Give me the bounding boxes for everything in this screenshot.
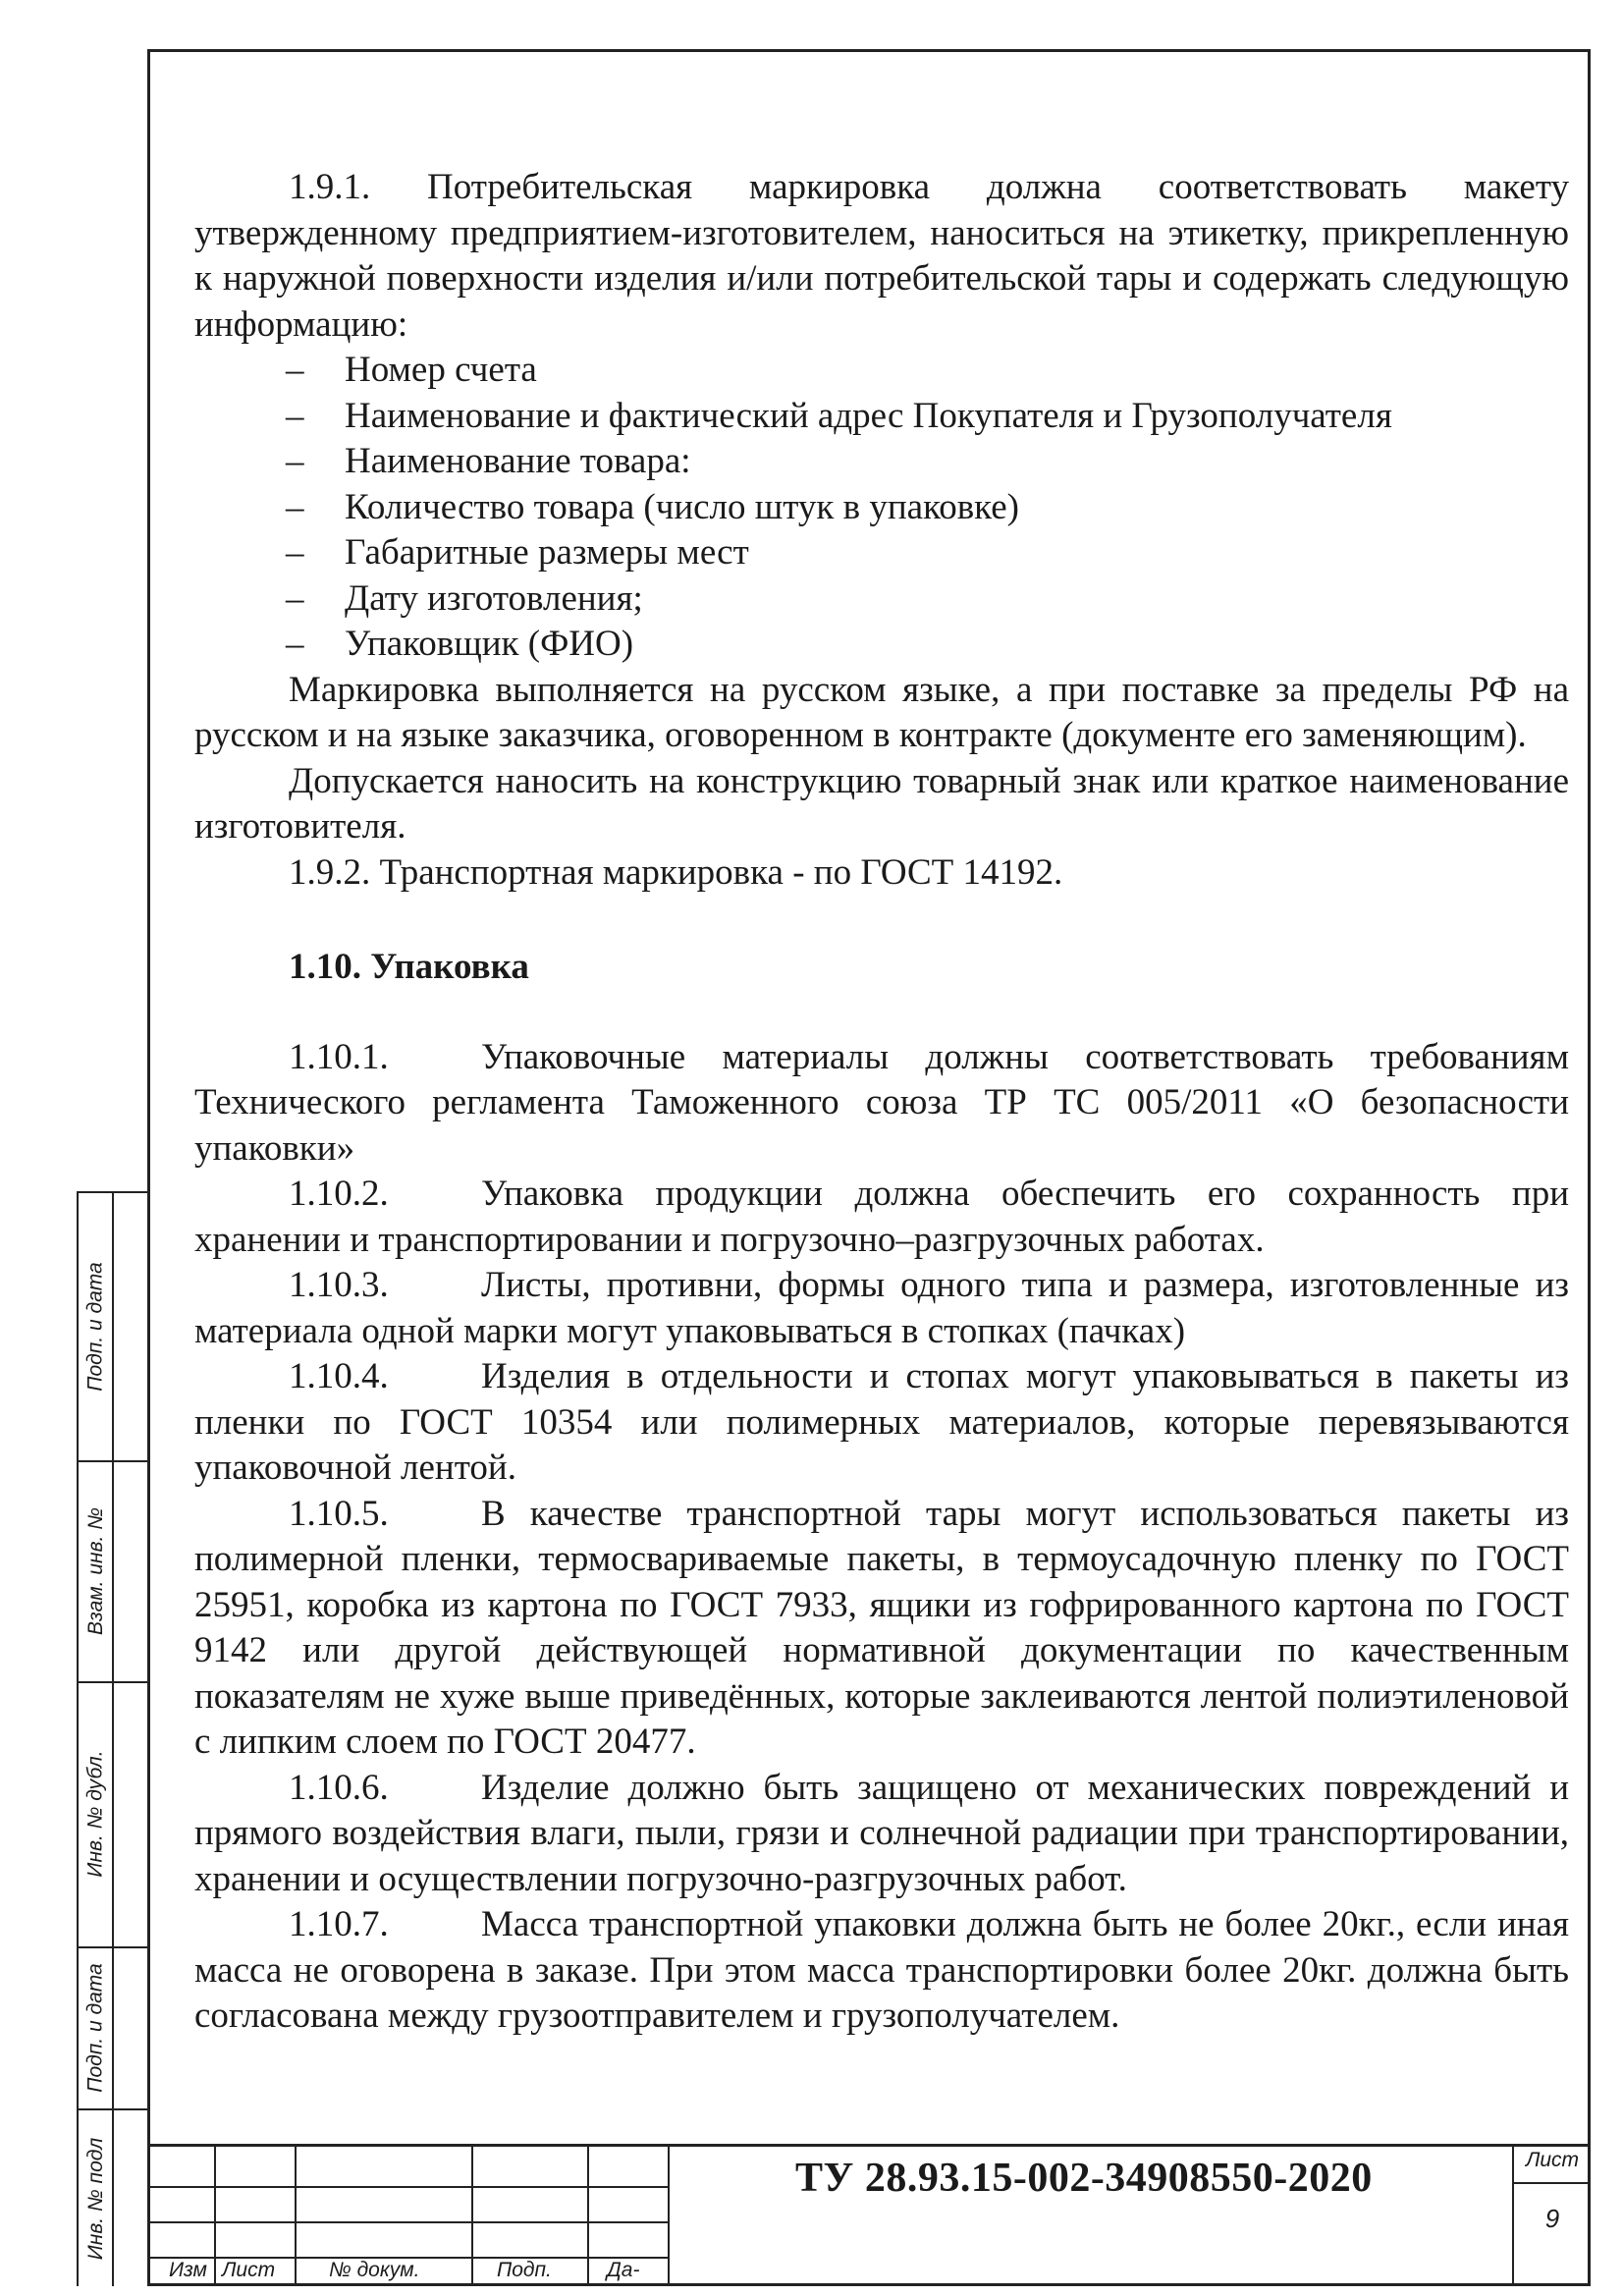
list-item: [194, 439, 1569, 485]
clause-1-10-2: [194, 1172, 1569, 1263]
side-label-vzam-inv: Взам. инв. №: [84, 1506, 108, 1635]
list-item-text: Наименование и фактический адрес Покупателя и Грузополучателя: [345, 395, 1392, 436]
list-item: [194, 394, 1569, 440]
side-label-podp-data-2: Подп. и дата: [84, 1962, 107, 2093]
title-block-col-doc: № докум.: [329, 2259, 420, 2281]
clause-number: 1.10.1.: [289, 1036, 389, 1077]
clause-text: В качестве транспортной тары могут использоваться пакеты из полимерной пленки, термосвариваемые пакеты, в термоусадочную пленку по ГОСТ 25951, коробка из картона по ГОСТ 7933, ящики из гофрированного картона по ГОСТ 9142 или другой действующей нормативной документации по качественным показателям не хуже выше приведённых, которые заклеиваются лентой полиэтиленовой с липким слоем по ГОСТ 20477.: [194, 1493, 1569, 1762]
list-dash: –: [286, 532, 304, 573]
clause-number: 1.10.2.: [289, 1174, 389, 1214]
clause-text: Масса транспортной упаковки должна быть не более 20кг., если иная масса не оговорена в заказе. При этом масса транспортировки более 20кг. должна быть согласована между грузоотправителем и грузополучателем.: [194, 1904, 1569, 2036]
section-heading-1-10: 1.10. Упаковка: [289, 947, 529, 987]
side-stamp: [77, 1191, 147, 2286]
document-code: ТУ 28.93.15-002-34908550-2020: [795, 2156, 1373, 2201]
list-dash: –: [286, 577, 304, 619]
title-block-col-data: Да-: [607, 2259, 640, 2281]
clause-text: Листы, противни, формы одного типа и размера, изготовленные из материала одной марки могут упаковываться в стопках (пачках): [194, 1265, 1569, 1351]
title-block-col-izm: Изм: [169, 2259, 207, 2281]
clause-text: Упаковка продукции должна обеспечить его сохранность при хранении и транспортировании и погрузочно–разгрузочных работах.: [194, 1174, 1569, 1260]
list-item: [194, 348, 1569, 394]
list-item: [194, 622, 1569, 668]
list-dash: –: [286, 395, 304, 436]
clause-number: 1.10.4.: [289, 1356, 389, 1396]
list-item-text: Упаковщик (ФИО): [345, 624, 634, 664]
paragraph-language: Маркировка выполняется на русском языке, а при поставке за пределы РФ на русском и на языке заказчика, оговоренном в контракте (документе его заменяющим).: [194, 669, 1569, 755]
clause-1-10-7: [194, 1902, 1569, 2040]
document-body: [194, 165, 1569, 2040]
list-item: [194, 576, 1569, 623]
clause-number: 1.10.5.: [289, 1493, 389, 1534]
clause-text: Изделие должно быть защищено от механических повреждений и прямого воздействия влаги, пыли, грязи и солнечной радиации при транспортировании, хранении и осуществлении погрузочно-разгрузочных работ.: [194, 1767, 1569, 1899]
paragraph-1-9-1: 1.9.1. Потребительская маркировка должна соответствовать макету утвержденному предприятием-изготовителем, наноситься на этикетку, прикрепленную к наружной поверхности изделия и/или потребительской тары и содержать следующую информацию:: [194, 167, 1569, 345]
list-item-text: Наименование товара:: [345, 441, 691, 481]
clause-1-10-4: [194, 1354, 1569, 1492]
list-item: [194, 530, 1569, 576]
clause-number: 1.10.3.: [289, 1265, 389, 1305]
clause-number: 1.10.7.: [289, 1904, 389, 1944]
title-block-col-list: Лист: [222, 2259, 276, 2281]
list-dash: –: [286, 441, 304, 481]
clause-number: 1.10.6.: [289, 1767, 389, 1808]
sheet-number: 9: [1544, 2204, 1560, 2233]
list-item-text: Номер счета: [345, 350, 537, 390]
title-block-col-podp: Подп.: [497, 2259, 552, 2281]
clause-text: Изделия в отдельности и стопах могут упаковываться в пакеты из пленки по ГОСТ 10354 или полимерных материалов, которые перевязываются упаковочной лентой.: [194, 1356, 1569, 1488]
sheet-number-box: [1512, 2147, 1591, 2286]
clause-text: Упаковочные материалы должны соответствовать требованиям Технического регламента Таможенного союза ТР ТС 005/2011 «О безопасности упаковки»: [194, 1036, 1569, 1169]
list-item: [194, 485, 1569, 531]
side-label-inv-podl: Инв. № подл: [84, 2137, 108, 2260]
paragraph-trademark: Допускается наносить на конструкцию товарный знак или краткое наименование изготовителя.: [194, 760, 1569, 847]
list-item-text: Габаритные размеры мест: [345, 532, 749, 573]
marking-info-list: [194, 348, 1569, 668]
clause-1-10-5: [194, 1492, 1569, 1766]
sheet-caption: Лист: [1514, 2149, 1591, 2184]
clause-1-10-1: [194, 1035, 1569, 1173]
list-dash: –: [286, 486, 304, 527]
clause-1-10-3: [194, 1263, 1569, 1354]
clause-1-10-6: [194, 1766, 1569, 1903]
title-block: [147, 2144, 1591, 2286]
list-item-text: Дату изготовления;: [345, 577, 643, 619]
side-label-inv-dubl: Инв. № дубл.: [84, 1750, 107, 1878]
side-label-podp-data: Подп. и дата: [84, 1262, 107, 1392]
list-dash: –: [286, 624, 304, 664]
list-dash: –: [286, 350, 304, 390]
list-item-text: Количество товара (число штук в упаковке): [345, 486, 1019, 527]
paragraph-1-9-2: 1.9.2. Транспортная маркировка - по ГОСТ 14192.: [289, 851, 1063, 893]
